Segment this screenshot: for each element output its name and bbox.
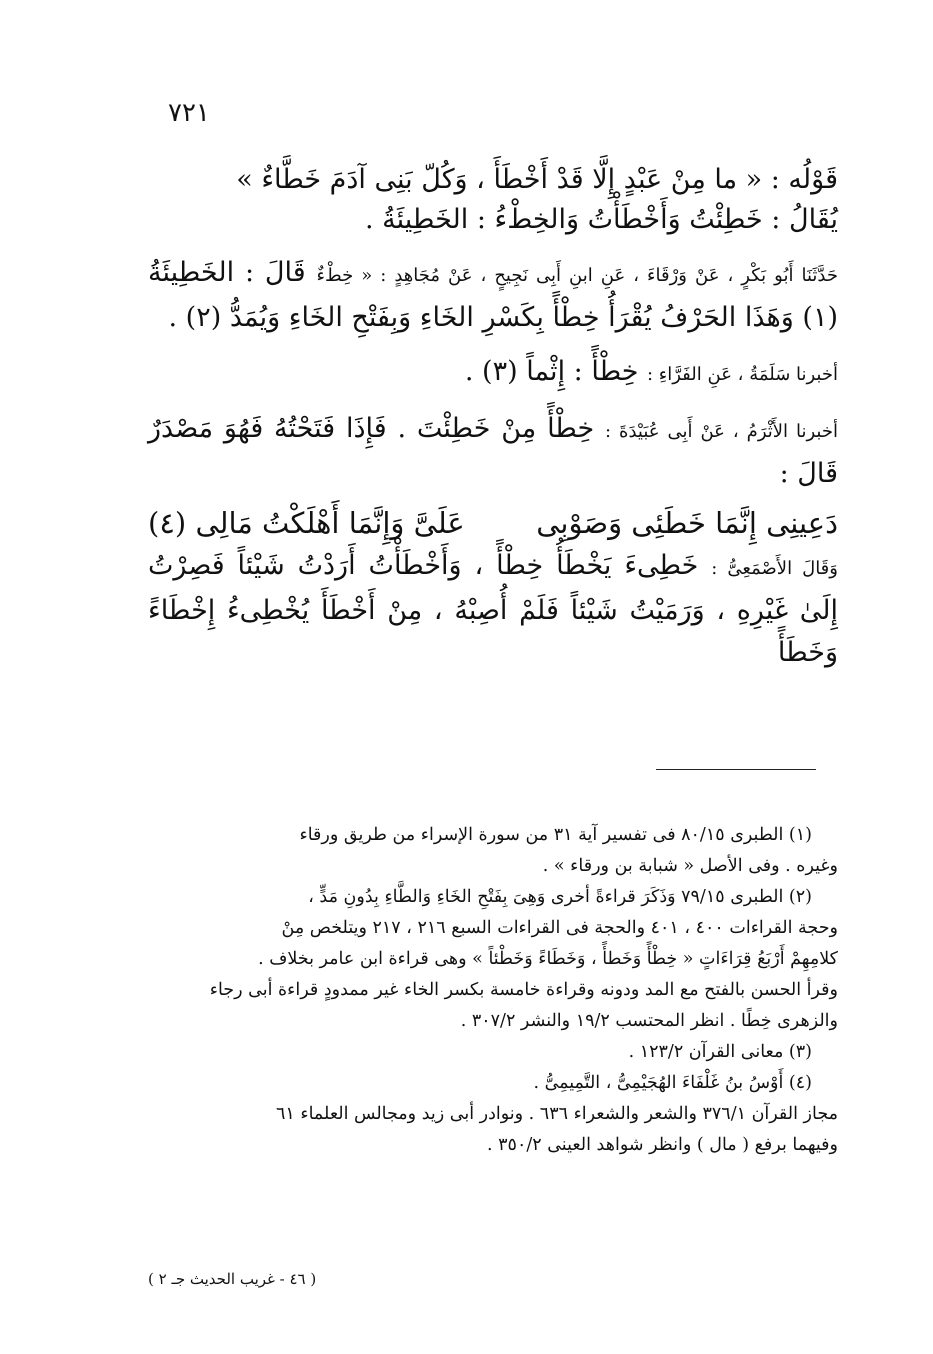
page-number: ٧٢١ [168, 98, 210, 128]
verse-second-hemistich: عَلَىَّ وَإِنَّمَا أَهْلَكْتُ مَالِى (٤) [148, 506, 465, 540]
verse-first-hemistich: دَعِينِى إِنَّمَا خَطَئِى وَصَوْبِى [536, 506, 838, 540]
footnote-2-line-2: وحجة القراءات ٤٠٠ ، ٤٠١ والحجة فى القراءات السبع ٢١٦ ، ٢١٧ ويتلخص مِنْ [281, 918, 838, 938]
para-4 [148, 408, 838, 495]
footnote-4-line-1: (٤) أَوْسُ بنُ غَلْفَاءَ الهُجَيْمِىُّ ، التَّمِيمِىُّ . [533, 1073, 812, 1093]
para-1-line-2: يُقَالُ : خَطِئْتُ وَأَخْطَأْتُ وَالخِطْءُ : الخَطِيئَةُ . [365, 204, 838, 235]
para-3 [148, 351, 838, 396]
footnote-4-line-3: وفيهما برفع ( مال ) وانظر شواهد العينى ٣٥٠/٢ . [487, 1135, 838, 1155]
poem-verse [148, 501, 838, 545]
para-3-isnad: أخبرنا سَلَمَةُ ، عَنِ الفَرَّاءِ : [647, 364, 838, 385]
para-5 [148, 545, 838, 674]
para-2-isnad: حَدَّثَنَا أَبُو بَكْرٍ ، عَنْ وَرْقَاءَ ، عَنِ ابنِ أَبِى نَجِيحٍ ، عَنْ مُجَاهِدٍ : « خِطْءٌ [316, 265, 838, 286]
para-2-body: قَالَ : الخَطِيئَةُ (١) وَهَذَا الحَرْفُ يُقْرَأُ خِطْأً بِكَسْرِ الخَاءِ وَبِفَتْحِ الخَاءِ وَيُمَدُّ (٢) . [148, 257, 838, 333]
footnote-2-line-4: وقرأ الحسن بالفتح مع المد ودونه وقراءة خامسة بكسر الخاء غير ممدودٍ قراءة أبى رجاء [209, 980, 838, 1000]
para-4-isnad: أخبرنا الأَثْرَمُ ، عَنْ أَبِى عُبَيْدَةَ : [605, 421, 838, 442]
footnotes [138, 820, 838, 1161]
para-2 [148, 252, 838, 339]
footnote-3: (٣) معانى القرآن ١٢٣/٢ . [628, 1042, 812, 1062]
para-5-body: خَطِىءَ يَخْطَأُ خِطْأً ، وَأَخْطَأْتُ أَرَدْتُ شَيْئاً فَصِرْتُ إِلَىٰ غَيْرِهِ ، وَرَمَيْتُ شَيْئاً فَلَمْ أُصِبْهُ ، مِنْ أَخْطَأَ يُخْطِىءُ إِخْطَاءً وَخَطَأً [148, 550, 838, 668]
footnote-divider [656, 769, 816, 770]
footnote-2-line-1: (٢) الطبرى ٧٩/١٥ وَذَكَرَ قراءةً أخرى وَهِىَ بِفَتْحِ الخَاءِ وَالطَّاءِ بِدُونِ مَدٍّ ، [308, 887, 812, 907]
footnote-2-line-3: كلامِهِمْ أَرْبَعُ قِرَاءَاتٍ « خِطْأً وَخَطأً ، وَخَطَاءً وَخَطْئاً » وهى قراءة ابن عامر بخلاف . [258, 949, 838, 969]
footnote-2-line-5: والزهرى خِطًا . انظر المحتسب ١٩/٢ والنشر ٣٠٧/٢ . [460, 1011, 838, 1031]
footnote-1-line-1: (١) الطبرى ٨٠/١٥ فى تفسير آية ٣١ من سورة الإسراء من طريق ورقاء [299, 825, 812, 845]
footnote-4-line-2: مجاز القرآن ٣٧٦/١ والشعر والشعراء ٦٣٦ . ونوادر أبى زيد ومجالس العلماء ٦١ [275, 1104, 838, 1124]
para-5-intro: وَقَالَ الأَصْمَعِىُّ : [711, 558, 838, 579]
signature-footer: ( ٤٦ - غريب الحديث جـ ٢ ) [148, 1270, 317, 1288]
footnote-1-line-2: وغيره . وفى الأصل « شبابة بن ورقاء » . [542, 856, 838, 876]
para-1-line-1: قَوْلُه : « ما مِنْ عَبْدٍ إِلَّا قَدْ أَخْطَأَ ، وَكُلّ بَنِى آدَمَ خَطَّاءٌ » [236, 164, 838, 195]
para-4-body: خِطْأً مِنْ خَطِئْتَ . فَإِذَا فَتَحْتُهُ فَهُوَ مَصْدَرٌ قَالَ : [148, 413, 838, 489]
main-text [148, 160, 838, 674]
para-3-body: خِطْأً : إِثْماً (٣) . [464, 356, 639, 387]
